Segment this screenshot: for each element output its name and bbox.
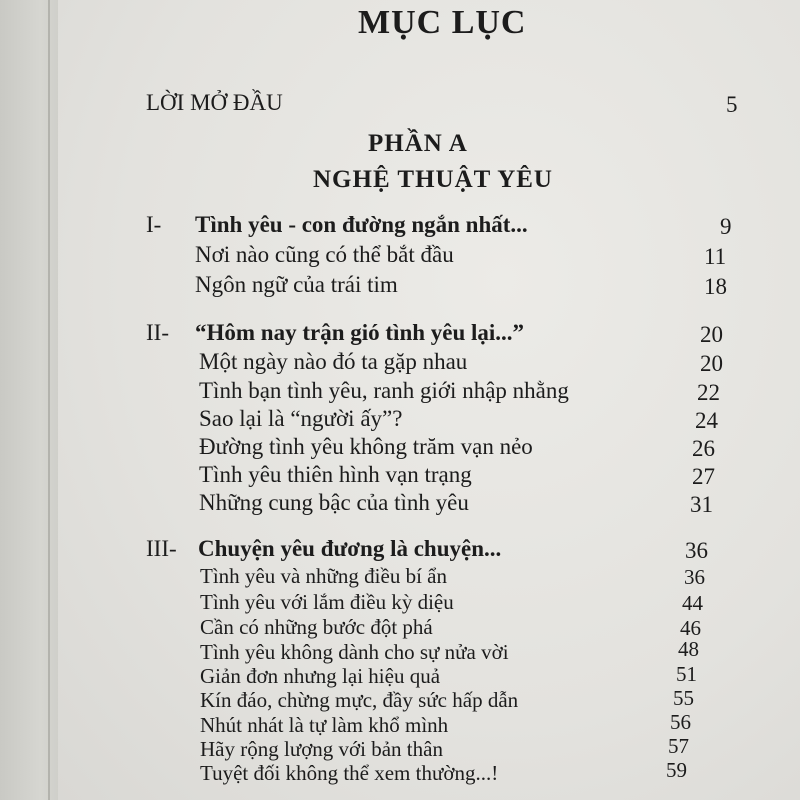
section-page: 36 [684, 565, 705, 589]
section-page: 18 [704, 274, 727, 299]
section-page: 44 [682, 591, 703, 615]
section-page: 20 [700, 351, 723, 376]
section-page: 46 [680, 616, 701, 640]
toc-intro-page: 5 [726, 92, 738, 117]
part-subheading: NGHỆ THUẬT YÊU [313, 166, 553, 193]
section-page: 48 [678, 637, 699, 661]
section-page: 56 [670, 710, 691, 734]
section-page: 55 [673, 686, 694, 710]
section-page: 31 [690, 492, 713, 517]
section-page: 11 [704, 244, 727, 269]
chapter-page: 20 [700, 322, 723, 347]
section-page: 26 [692, 436, 715, 461]
chapter-page: 9 [720, 214, 732, 239]
section-page: 22 [697, 380, 720, 405]
section-title[interactable]: Tình yêu thiên hình vạn trạng [199, 462, 472, 487]
section-page: 51 [676, 662, 697, 686]
section-title[interactable]: Nơi nào cũng có thể bắt đầu [195, 242, 454, 267]
section-title[interactable]: Tuyệt đối không thể xem thường...! [200, 761, 499, 785]
chapter-numeral: I- [146, 212, 162, 237]
toc-intro-label[interactable]: LỜI MỞ ĐẦU [146, 90, 283, 115]
section-title[interactable]: Hãy rộng lượng với bản thân [200, 737, 443, 761]
chapter-title[interactable]: Chuyện yêu đương là chuyện... [198, 536, 502, 561]
section-title[interactable]: Tình bạn tình yêu, ranh giới nhập nhằng [199, 378, 569, 403]
section-title[interactable]: Một ngày nào đó ta gặp nhau [199, 349, 468, 374]
section-page: 24 [695, 408, 718, 433]
section-page: 57 [668, 734, 689, 758]
section-title[interactable]: Tình yêu và những điều bí ẩn [200, 564, 447, 588]
page-title: MỤC LỤC [358, 4, 527, 41]
section-title[interactable]: Ngôn ngữ của trái tim [195, 272, 398, 297]
section-page: 59 [666, 758, 687, 782]
chapter-title[interactable]: Tình yêu - con đường ngắn nhất... [195, 212, 528, 237]
chapter-page: 36 [685, 538, 708, 563]
part-heading: PHẦN A [368, 130, 468, 157]
binding-edge [48, 0, 50, 800]
chapter-numeral: II- [146, 320, 169, 345]
section-title[interactable]: Giản đơn nhưng lại hiệu quả [200, 664, 441, 688]
chapter-title[interactable]: “Hôm nay trận gió tình yêu lại...” [195, 320, 525, 345]
section-title[interactable]: Đường tình yêu không trăm vạn nẻo [199, 434, 533, 459]
section-title[interactable]: Tình yêu không dành cho sự nửa vời [200, 640, 509, 664]
section-title[interactable]: Những cung bậc của tình yêu [199, 490, 469, 515]
section-title[interactable]: Tình yêu với lắm điều kỳ diệu [200, 590, 454, 614]
section-title[interactable]: Sao lại là “người ấy”? [199, 406, 403, 431]
chapter-numeral: III- [146, 536, 177, 561]
section-title[interactable]: Kín đáo, chừng mực, đầy sức hấp dẫn [200, 688, 519, 712]
section-title[interactable]: Cần có những bước đột phá [200, 615, 433, 639]
section-page: 27 [692, 464, 715, 489]
section-title[interactable]: Nhút nhát là tự làm khổ mình [200, 713, 449, 737]
